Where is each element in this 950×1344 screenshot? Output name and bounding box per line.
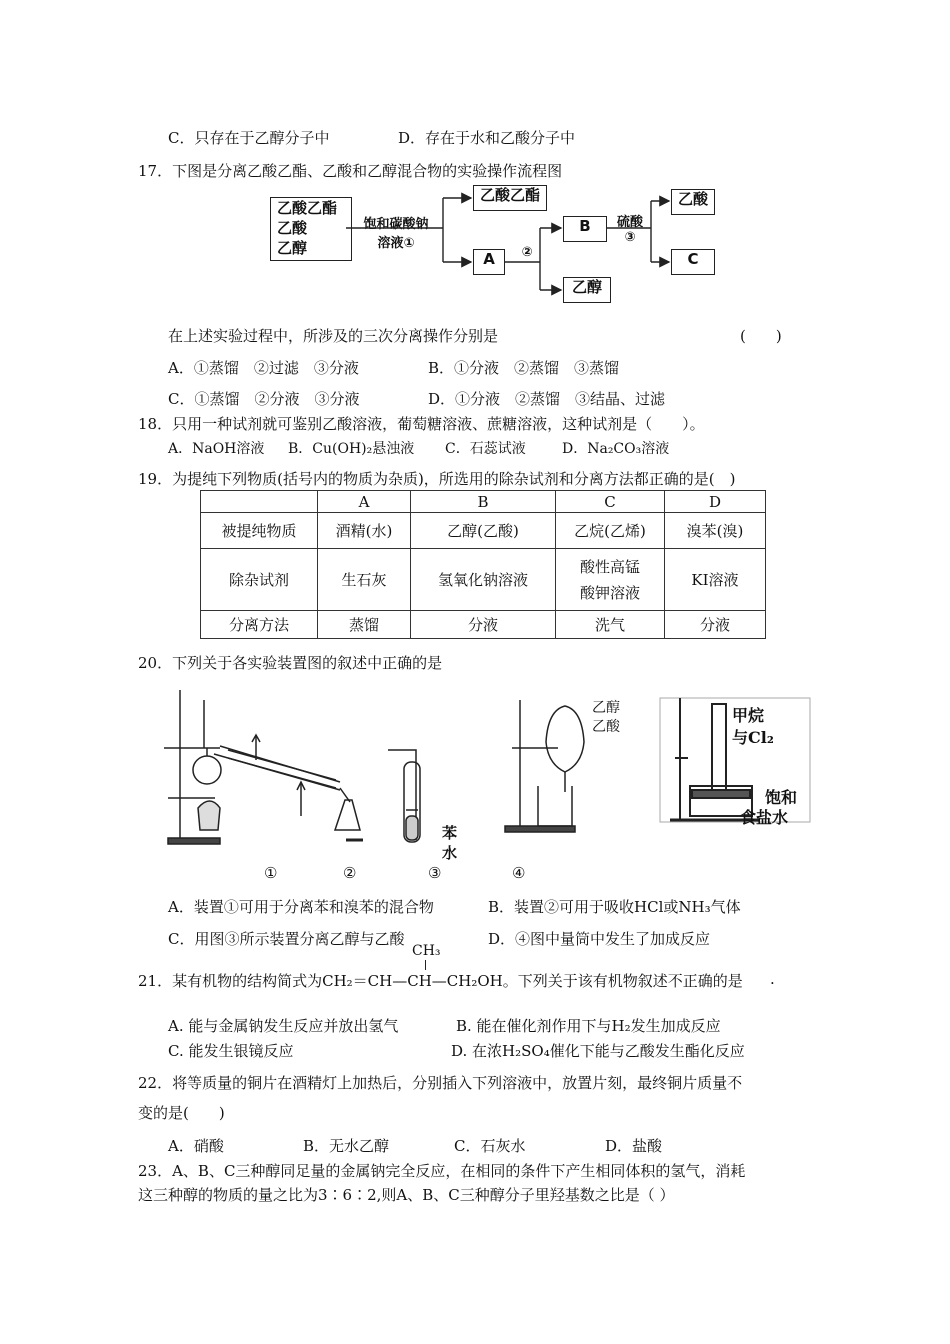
table-cell: 乙烷(乙烯) xyxy=(556,513,665,549)
q17-stem: 17．下图是分离乙酸乙酯、乙酸和乙醇混合物的实验操作流程图 xyxy=(138,162,563,180)
fig-label-4: ④ xyxy=(512,864,526,882)
flow-mixture-1: 乙酸乙酯 xyxy=(277,199,338,217)
flow-a-box: A xyxy=(473,249,505,275)
flow-c-box: C xyxy=(671,249,715,275)
flow-ester-box: 乙酸乙酯 xyxy=(473,185,547,211)
flow-step3-label-a: 硫酸 xyxy=(616,215,643,230)
flow-step3-label-b: ③ xyxy=(624,230,636,245)
q18-stem: 18．只用一种试剂就可鉴别乙酸溶液，葡萄糖溶液、蔗糖溶液，这种试剂是（ ）。 xyxy=(138,415,705,433)
q19-table xyxy=(200,490,766,639)
q21-option-b: B. 能在催化剂作用下与H₂发生加成反应 xyxy=(456,1017,721,1035)
table-cell: 分离方法 xyxy=(201,611,318,639)
q17-option-c: C．①蒸馏 ②分液 ③分液 xyxy=(168,390,360,408)
table-cell: 洗气 xyxy=(556,611,665,639)
q20-option-c: C．用图③所示装置分离乙醇与乙酸 xyxy=(168,930,405,948)
q22-option-c: C．石灰水 xyxy=(454,1137,526,1155)
table-header-cell: C xyxy=(556,491,665,513)
flow-step1-label-a: 饱和碳酸钠 xyxy=(363,217,429,232)
q16-option-d: D．存在于水和乙酸分子中 xyxy=(398,129,576,147)
table-cell: 乙醇(乙酸) xyxy=(411,513,556,549)
q18-option-b: B．Cu(OH)₂悬浊液 xyxy=(288,441,415,457)
q17-answer-paren: ( ) xyxy=(740,327,782,345)
q21-option-c: C. 能发生银镜反应 xyxy=(168,1042,294,1060)
table-cell: 蒸馏 xyxy=(318,611,411,639)
fig4-label-acetic-acid: 乙酸 xyxy=(592,719,620,735)
table-cell: 被提纯物质 xyxy=(201,513,318,549)
q23-stem-line2: 这三种醇的物质的量之比为3∶6∶2,则A、B、C三种醇分子里羟基数之比是（ ） xyxy=(138,1186,675,1204)
separatory-funnel-apparatus xyxy=(505,700,584,832)
q17-option-b: B．①分液 ②蒸馏 ③蒸馏 xyxy=(428,359,620,377)
table-header-cell: B xyxy=(411,491,556,513)
flow-acid-box: 乙酸 xyxy=(671,189,715,215)
q20-stem: 20．下列关于各实验装置图的叙述中正确的是 xyxy=(138,654,443,672)
q21-branch-bond xyxy=(425,960,426,970)
table-cell: 溴苯(溴) xyxy=(665,513,766,549)
table-header-cell: D xyxy=(665,491,766,513)
table-cell-line: 酸性高锰 xyxy=(579,557,640,576)
table-cell xyxy=(556,549,665,611)
table-cell: 分液 xyxy=(665,611,766,639)
flow-mixture-3: 乙醇 xyxy=(277,239,308,257)
q18-option-d: D．Na₂CO₃溶液 xyxy=(562,441,670,457)
fig4-label-ethanol: 乙醇 xyxy=(592,700,620,716)
flow-ethanol-box: 乙醇 xyxy=(563,277,611,303)
q21-dot: . xyxy=(770,970,775,988)
table-header-cell xyxy=(201,491,318,513)
table-cell: 除杂试剂 xyxy=(201,549,318,611)
fig5-label-brine: 食盐水 xyxy=(740,808,789,827)
q21-option-d: D. 在浓H₂SO₄催化下能与乙酸发生酯化反应 xyxy=(451,1042,745,1060)
q17-option-a: A．①蒸馏 ②过滤 ③分液 xyxy=(168,359,359,377)
q21-stem: 21．某有机物的结构简式为CH₂＝CH—CH—CH₂OH。下列关于该有机物叙述不正确的是 xyxy=(138,972,743,990)
q23-stem-line1: 23．A、B、C三种醇同足量的金属钠完全反应，在相同的条件下产生相同体积的氢气，消耗 xyxy=(138,1162,746,1180)
flow-arrows xyxy=(0,0,950,320)
flow-step2-label: ② xyxy=(521,245,533,260)
q21-option-a: A. 能与金属钠发生反应并放出氢气 xyxy=(168,1017,399,1035)
table-cell: 分液 xyxy=(411,611,556,639)
fig5-label-saturated: 饱和 xyxy=(765,788,798,807)
flow-step1-label-b: 溶液① xyxy=(377,236,415,251)
q17-question: 在上述实验过程中，所涉及的三次分离操作分别是 xyxy=(168,327,499,345)
q22-option-d: D．盐酸 xyxy=(605,1137,663,1155)
q20-option-a: A．装置①可用于分离苯和溴苯的混合物 xyxy=(168,898,434,916)
q18-option-a: A．NaOH溶液 xyxy=(168,441,265,457)
table-row xyxy=(201,549,766,611)
q17-option-d: D．①分液 ②蒸馏 ③结晶、过滤 xyxy=(428,390,666,408)
fig5-label-methane: 甲烷 xyxy=(732,706,765,725)
table-header-row xyxy=(201,491,766,513)
table-cell: KI溶液 xyxy=(665,549,766,611)
table-cell: 生石灰 xyxy=(318,549,411,611)
flow-b-box: B xyxy=(563,216,607,242)
q22-stem-line2: 变的是( ) xyxy=(138,1104,225,1122)
q22-stem-line1: 22．将等质量的铜片在酒精灯上加热后，分别插入下列溶液中，放置片刻，最终铜片质量不 xyxy=(138,1074,743,1092)
q20-option-d: D．④图中量筒中发生了加成反应 xyxy=(488,930,711,948)
q21-ch3: CH₃ xyxy=(412,943,441,959)
fig3-label-water: 水 xyxy=(442,844,458,862)
fig-label-1: ① xyxy=(264,864,278,882)
q16-option-c: C．只存在于乙醇分子中 xyxy=(168,129,330,147)
table-row xyxy=(201,611,766,639)
test-tube-apparatus xyxy=(388,750,420,842)
table-cell: 酒精(水) xyxy=(318,513,411,549)
q20-apparatus-figures xyxy=(160,690,820,860)
fig-label-3: ③ xyxy=(428,864,442,882)
fig-label-2: ② xyxy=(343,864,357,882)
table-row xyxy=(201,513,766,549)
table-header-cell: A xyxy=(318,491,411,513)
q18-option-c: C．石蕊试液 xyxy=(445,441,526,457)
fig3-label-benzene: 苯 xyxy=(442,824,458,842)
table-cell-line: 酸钾溶液 xyxy=(579,583,640,602)
fig5-label-cl2: 与Cl₂ xyxy=(732,728,774,747)
flow-mixture-2: 乙酸 xyxy=(277,219,308,237)
q20-option-b: B．装置②可用于吸收HCl或NH₃气体 xyxy=(488,898,741,916)
distillation-apparatus xyxy=(164,690,363,844)
q22-option-a: A．硝酸 xyxy=(168,1137,224,1155)
table-cell: 氢氧化钠溶液 xyxy=(411,549,556,611)
q22-option-b: B．无水乙醇 xyxy=(303,1137,390,1155)
q19-stem: 19．为提纯下列物质(括号内的物质为杂质)，所选用的除杂试剂和分离方法都正确的是( ) xyxy=(138,470,736,488)
